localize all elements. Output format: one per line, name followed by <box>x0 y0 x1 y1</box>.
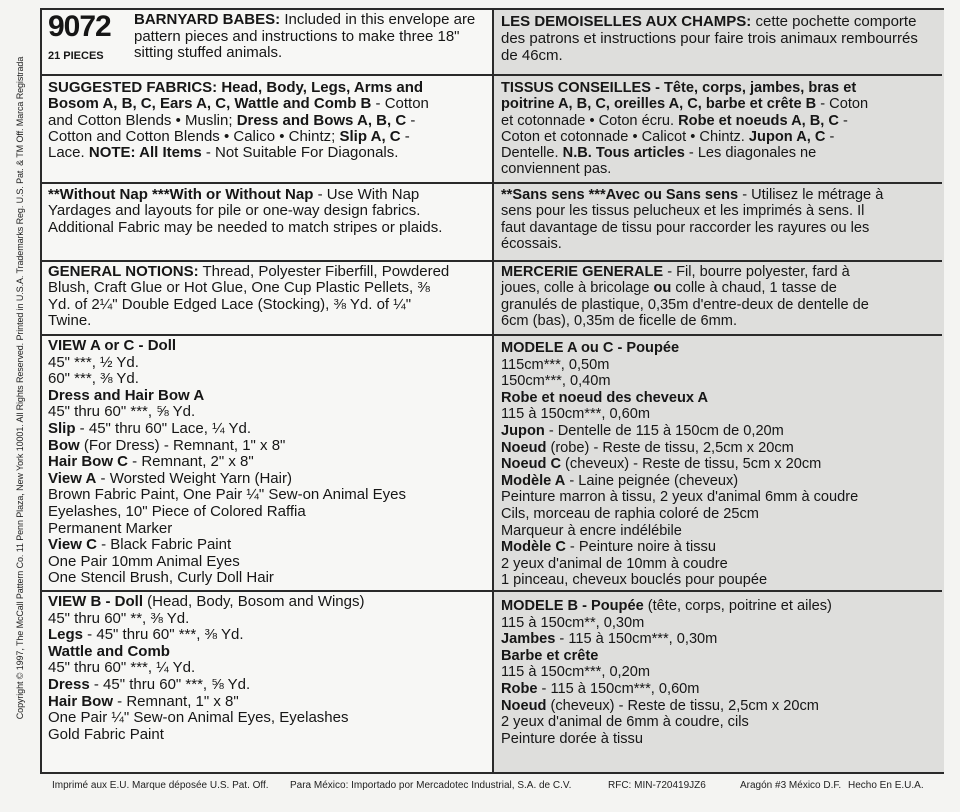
bold-run: Noeud <box>501 439 547 456</box>
text-run: - Fil, bourre polyester, fard à <box>663 264 850 280</box>
text-run: - 45" thru 60" Lace, ¼ Yd. <box>75 419 251 437</box>
text-line <box>501 406 938 423</box>
text-line <box>501 523 938 540</box>
text-run: Thread, Polyester Fiberfill, Powdered <box>198 264 450 280</box>
text-run: faut davantage de tissu pour raccorder les rayures ou les <box>501 219 870 236</box>
text-run: Twine. <box>48 311 92 329</box>
text-run: - <box>838 112 848 129</box>
section-divider <box>42 74 942 76</box>
text-line <box>501 220 938 236</box>
text-run: - Dentelle de 115 à 150cm de 0,20m <box>544 422 784 439</box>
text-line <box>501 161 938 177</box>
text-run: 115 à 150cm***, 0,60m <box>501 406 651 423</box>
bold-run: GENERAL NOTIONS: <box>48 264 199 280</box>
text-run: - Remnant, 2" x 8" <box>128 453 254 471</box>
bold-run: Noeud C <box>501 456 561 473</box>
text-line <box>48 297 488 313</box>
bold-run: Jupon <box>501 422 545 439</box>
text-run: - Cotton <box>371 95 429 113</box>
bold-run: Modèle A <box>501 472 566 489</box>
text-line <box>501 203 938 219</box>
text-line <box>48 220 488 236</box>
text-run: Dentelle. <box>501 145 563 162</box>
text-line <box>501 340 938 357</box>
fabrics-english <box>44 80 492 182</box>
bold-run: Legs <box>48 626 84 644</box>
text-run: 60" ***, ⅜ Yd. <box>48 370 139 388</box>
text-run: - 115 à 150cm***, 0,30m <box>555 631 718 648</box>
text-run: Lace. <box>48 144 89 162</box>
text-line <box>48 313 488 329</box>
text-line <box>48 421 488 438</box>
bold-run: Hair Bow C <box>48 453 129 471</box>
text-run: 115 à 150cm***, 0,20m <box>501 664 651 681</box>
text-run: 115cm***, 0,50m <box>501 356 610 373</box>
text-run: 150cm***, 0,40m <box>501 373 611 390</box>
text-line <box>48 80 488 96</box>
text-run: 115 à 150cm**, 0,30m <box>501 614 645 631</box>
bold-run: **Sans sens ***Avec ou Sans sens <box>501 187 739 203</box>
text-line <box>48 644 488 661</box>
text-run: 45" thru 60" ***, ⅝ Yd. <box>48 403 196 421</box>
text-run: - Not Suitable For Diagonals. <box>201 144 399 162</box>
bold-run: **Without Nap ***With or Without Nap <box>48 187 314 203</box>
text-run: - 115 à 150cm***, 0,60m <box>537 680 700 697</box>
notions-english <box>44 264 492 334</box>
text-run: (robe) - Reste de tissu, 2,5cm x 20cm <box>546 439 794 456</box>
text-line <box>501 440 938 457</box>
intro-title: BARNYARD BABES: <box>134 11 281 28</box>
header-french <box>497 13 942 74</box>
text-line <box>48 504 488 521</box>
text-line <box>501 187 938 203</box>
bold-run: VIEW A or C - Doll <box>48 338 177 354</box>
section-divider <box>42 182 942 184</box>
text-line <box>501 572 938 589</box>
bold-run: View C <box>48 536 97 554</box>
bold-run: Hair Bow <box>48 692 114 710</box>
text-line <box>48 203 488 219</box>
text-line <box>48 187 488 203</box>
text-line <box>501 681 938 698</box>
text-run: (tête, corps, poitrine et ailes) <box>643 598 832 614</box>
text-line <box>501 80 938 96</box>
text-run: (cheveux) - Reste de tissu, 2,5cm x 20cm <box>546 697 819 714</box>
text-line <box>48 710 488 727</box>
text-line <box>48 404 488 421</box>
text-run: - 45" thru 60" ***, ⅝ Yd. <box>89 675 251 693</box>
text-line <box>501 598 938 615</box>
text-line <box>48 627 488 644</box>
text-run: Eyelashes, 10" Piece of Colored Raffia <box>48 502 306 520</box>
bold-run: MODELE A ou C - Poupée <box>501 340 680 356</box>
text-run: Yd. of 2¼" Double Edged Lace (Stocking), ⅜ Yd. of ¼" <box>48 295 412 313</box>
text-line <box>48 371 488 388</box>
text-line <box>48 145 488 161</box>
text-line <box>501 236 938 252</box>
text-run: granulés de plastique, 0,35m d'entre-deux de dentelle de <box>501 296 869 313</box>
bold-run: Slip A, C <box>339 127 401 145</box>
text-run: 45" thru 60" **, ⅜ Yd. <box>48 609 190 627</box>
bold-run: Robe <box>501 680 538 697</box>
copyright-sidebar <box>0 0 40 775</box>
text-run: Peinture marron à tissu, 2 yeux d'animal 6mm à coudre <box>501 489 859 506</box>
text-line <box>501 423 938 440</box>
text-run: - Use With Nap <box>313 187 420 203</box>
text-run: Yardages and layouts for pile or one-way design fabrics. <box>48 202 421 220</box>
footer-hecho: Hecho En E.U.A. <box>848 780 924 791</box>
text-line <box>501 539 938 556</box>
text-line <box>48 611 488 628</box>
text-run: - Peinture noire à tissu <box>565 539 716 556</box>
text-line <box>48 355 488 372</box>
view-ac-english <box>44 338 492 590</box>
bold-run: View A <box>48 469 97 487</box>
text-line <box>501 96 938 112</box>
text-run: (cheveux) - Reste de tissu, 5cm x 20cm <box>561 456 822 473</box>
text-run: Blush, Craft Glue or Hot Glue, One Cup Plastic Pellets, ⅜ <box>48 279 430 297</box>
bold-run: Dress and Hair Bow A <box>48 386 205 404</box>
text-line <box>501 489 938 506</box>
bold-run: Jupon A, C <box>748 128 826 145</box>
footer-mexico: Para México: Importado por Mercadotec Industrial, S.A. de C.V. <box>290 780 572 791</box>
text-run: colle à chaud, 1 tasse de <box>671 280 837 297</box>
text-run: 2 yeux d'animal de 10mm à coudre <box>501 555 728 572</box>
copyright-text: Copyright © 1997, The McCall Pattern Co. 11 Penn Plaza, New York 10001. All Rights Reserved. Printed in U.S.A. Trademarks Reg. U.S. Pat. & TM Off. Marca Registrada <box>15 56 25 720</box>
bold-run: MERCERIE GENERALE <box>501 264 664 280</box>
text-line <box>48 727 488 744</box>
footer <box>40 776 944 800</box>
text-line <box>48 388 488 405</box>
text-line <box>48 96 488 112</box>
footer-aragon: Aragón #3 México D.F. <box>740 780 842 791</box>
view-ac-french <box>497 340 942 590</box>
text-line <box>501 280 938 296</box>
text-run: - Laine peignée (cheveux) <box>565 472 739 489</box>
intro-title-fr: LES DEMOISELLES AUX CHAMPS: <box>501 13 752 30</box>
text-run: Brown Fabric Paint, One Pair ¼" Sew-on Animal Eyes <box>48 486 406 504</box>
text-line <box>501 373 938 390</box>
pieces-count: 21 PIECES <box>48 50 104 62</box>
text-line <box>501 145 938 161</box>
text-run: (For Dress) - Remnant, 1" x 8" <box>79 436 286 454</box>
text-run: Permanent Marker <box>48 519 173 537</box>
text-run: Cotton and Cotton Blends • Calico • Chintz; <box>48 127 340 145</box>
bold-run: Dress and Bows A, B, C <box>236 111 407 129</box>
bold-run: Slip <box>48 419 76 437</box>
text-run: écossais. <box>501 235 562 252</box>
text-line <box>48 694 488 711</box>
text-run: Additional Fabric may be needed to match stripes or plaids. <box>48 218 443 236</box>
bold-run: VIEW B - Doll <box>48 594 143 610</box>
text-run: et cotonnade • Coton écru. <box>501 112 679 129</box>
text-line <box>48 129 488 145</box>
text-run: - 45" thru 60" ***, ⅜ Yd. <box>83 626 244 644</box>
text-line <box>501 390 938 407</box>
text-line <box>48 521 488 538</box>
text-run: 2 yeux d'animal de 6mm à coudre, cils <box>501 714 749 731</box>
fabrics-french <box>497 80 942 182</box>
text-line <box>48 454 488 471</box>
text-run: sens pour les tissus pelucheux et les imprimés à sens. Il <box>501 203 865 220</box>
section-divider <box>42 590 942 592</box>
column-divider <box>492 10 494 772</box>
text-line <box>48 471 488 488</box>
text-line <box>48 280 488 296</box>
text-run: - <box>825 128 835 145</box>
text-run: One Pair ¼" Sew-on Animal Eyes, Eyelashes <box>48 709 349 727</box>
bold-run: MODELE B - Poupée <box>501 598 644 614</box>
text-line <box>48 677 488 694</box>
bold-run: Bosom A, B, C, Ears A, C, Wattle and Comb B <box>48 95 372 113</box>
text-line <box>48 660 488 677</box>
text-run: Cils, morceau de raphia coloré de 25cm <box>501 505 759 522</box>
text-line <box>501 664 938 681</box>
bold-run: Modèle C <box>501 539 566 556</box>
intro-text-fr: cette pochette comporte des patrons et instructions pour faire trois animaux rembourrés de 46cm. <box>501 13 918 64</box>
bold-run: Barbe et crête <box>501 647 599 664</box>
header-english <box>44 10 492 74</box>
text-line <box>501 297 938 313</box>
text-line <box>48 264 488 280</box>
text-line <box>501 698 938 715</box>
text-line <box>501 264 938 280</box>
bold-run: Robe et noeuds A, B, C <box>678 112 839 129</box>
bold-run: Wattle and Comb <box>48 642 170 660</box>
text-line <box>501 473 938 490</box>
text-line <box>501 731 938 748</box>
nap-french <box>497 187 942 260</box>
text-run: Marqueur à encre indélébile <box>501 522 682 539</box>
view-b-english <box>44 594 492 774</box>
text-run: One Stencil Brush, Curly Doll Hair <box>48 569 274 587</box>
text-run: - <box>400 127 410 145</box>
text-line <box>501 615 938 632</box>
text-run: - Worsted Weight Yarn (Hair) <box>96 469 292 487</box>
bold-run: Jambes <box>501 631 556 648</box>
text-run: - Les diagonales ne <box>684 145 817 162</box>
text-line <box>501 714 938 731</box>
pattern-number: 9072 <box>48 10 111 43</box>
text-run: 1 pinceau, cheveux bouclés pour poupée <box>501 572 768 589</box>
text-run: conviennent pas. <box>501 161 612 178</box>
text-run: and Cotton Blends • Muslin; <box>48 111 237 129</box>
text-line <box>501 556 938 573</box>
text-run: 45" thru 60" ***, ¼ Yd. <box>48 659 196 677</box>
bold-run: Robe et noeud des cheveux A <box>501 389 709 406</box>
text-line <box>48 537 488 554</box>
text-run: 6cm (bas), 0,35m de ficelle de 6mm. <box>501 312 738 329</box>
bold-run: N.B. Tous articles <box>562 145 685 162</box>
text-line <box>48 487 488 504</box>
text-line <box>501 631 938 648</box>
text-line <box>501 313 938 329</box>
bold-run: ou <box>653 280 672 297</box>
footer-imprime: Imprimé aux E.U. Marque déposée U.S. Pat. Off. <box>52 780 269 791</box>
footer-rfc: RFC: MIN-720419JZ6 <box>608 780 706 791</box>
text-run: Coton et cotonnade • Calicot • Chintz. <box>501 128 749 145</box>
text-run: (Head, Body, Bosom and Wings) <box>143 594 365 610</box>
text-run: - Coton <box>816 96 869 113</box>
text-line <box>48 113 488 129</box>
pattern-info-sheet <box>40 8 944 774</box>
text-run: - Utilisez le métrage à <box>738 187 884 203</box>
text-run: - Remnant, 1" x 8" <box>113 692 239 710</box>
section-divider <box>42 334 942 336</box>
text-line <box>501 506 938 523</box>
nap-english <box>44 187 492 260</box>
text-line <box>48 594 488 611</box>
notions-french <box>497 264 942 334</box>
text-line <box>501 113 938 129</box>
text-run: Peinture dorée à tissu <box>501 730 643 747</box>
bold-run: SUGGESTED FABRICS: Head, Body, Legs, Arms and <box>48 80 424 96</box>
bold-run: Dress <box>48 675 90 693</box>
text-line <box>501 456 938 473</box>
text-line <box>501 648 938 665</box>
bold-run: Bow <box>48 436 80 454</box>
intro-english <box>134 12 490 62</box>
bold-run: TISSUS CONSEILLES - Tête, corps, jambes, bras et <box>501 80 857 96</box>
text-run: - <box>406 111 416 129</box>
text-line <box>48 554 488 571</box>
text-run: Gold Fabric Paint <box>48 725 164 743</box>
text-line <box>48 338 488 355</box>
view-b-french <box>497 598 942 774</box>
text-run: One Pair 10mm Animal Eyes <box>48 552 240 570</box>
text-line <box>501 357 938 374</box>
section-divider <box>42 260 942 262</box>
text-run: 45" ***, ½ Yd. <box>48 353 139 371</box>
text-run: - Black Fabric Paint <box>96 536 232 554</box>
text-line <box>48 570 488 587</box>
bold-run: poitrine A, B, C, oreilles A, C, barbe et crête B <box>501 96 817 113</box>
bold-run: Noeud <box>501 697 547 714</box>
bold-run: NOTE: All Items <box>88 144 202 162</box>
text-line <box>48 438 488 455</box>
text-run: joues, colle à bricolage <box>501 280 654 297</box>
text-line <box>501 129 938 145</box>
intro-text: Included in this envelope are pattern pieces and instructions to make three 18" sitting stuffed animals. <box>134 11 476 61</box>
